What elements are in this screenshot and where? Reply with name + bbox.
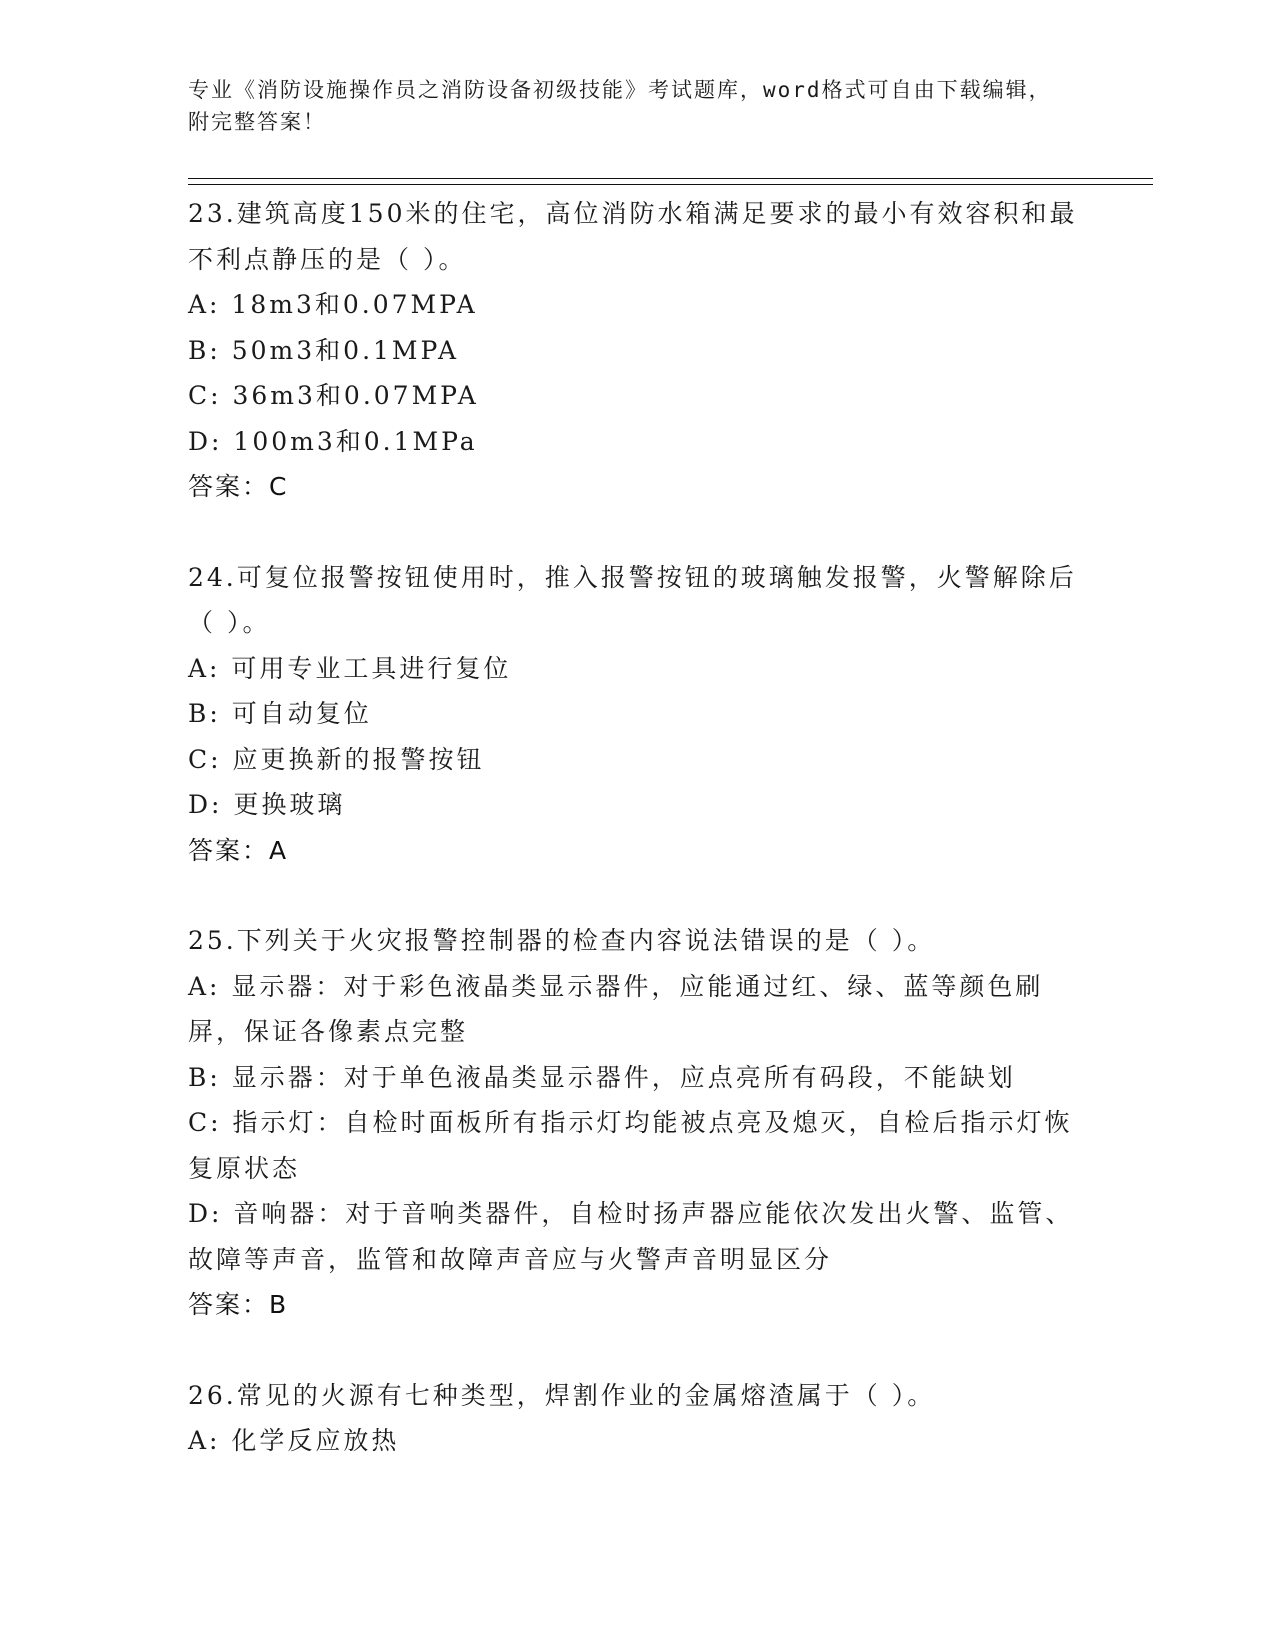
answer-label: 答案：C	[188, 472, 289, 501]
question-spacer	[188, 1328, 1088, 1373]
option-c: C: 应更换新的报警按钮	[188, 744, 485, 774]
header-divider-bottom	[188, 184, 1153, 185]
option-a: A: 可用专业工具进行复位	[188, 653, 512, 683]
answer-label: 答案：A	[188, 835, 289, 865]
option-d: D: 音响器：对于音响类器件，自检时扬声器应能依次发出火警、监管、故障等声音，监管和故障声音应与火警声音明显区分	[188, 1199, 1074, 1274]
question-spacer	[188, 510, 1088, 555]
option-b: B: 可自动复位	[188, 699, 372, 728]
option-b: B: 50m3和0.1MPA	[188, 335, 460, 365]
header-divider-top	[188, 178, 1153, 179]
document-header: 专业《消防设施操作员之消防设备初级技能》考试题库，word格式可自由下载编辑，附完整答案！	[188, 78, 1052, 134]
question-26	[188, 1373, 1088, 1464]
question-stem: 23.建筑高度150米的住宅，高位消防水箱满足要求的最小有效容积和最不利点静压的是（ ）。	[188, 199, 1078, 274]
option-d: D: 更换玻璃	[188, 790, 346, 819]
option-b: B: 显示器：对于单色液晶类显示器件，应点亮所有码段，不能缺划	[188, 1062, 1016, 1092]
option-c: C: 36m3和0.07MPA	[188, 381, 479, 410]
option-d: D: 100m3和0.1MPa	[188, 426, 478, 456]
option-a: A: 显示器：对于彩色液晶类显示器件，应能通过红、绿、蓝等颜色刷屏，保证各像素点完整	[188, 971, 1044, 1046]
question-25	[188, 918, 1088, 1328]
option-a: A: 化学反应放热	[188, 1426, 400, 1455]
question-23	[188, 191, 1088, 510]
option-a: A: 18m3和0.07MPA	[188, 290, 478, 319]
answer-label: 答案：B	[188, 1290, 289, 1319]
question-stem: 26.常见的火源有七种类型，焊割作业的金属熔渣属于（ ）。	[188, 1380, 936, 1410]
question-stem: 24.可复位报警按钮使用时，推入报警按钮的玻璃触发报警，火警解除后（ ）。	[188, 562, 1077, 637]
question-stem: 25.下列关于火灾报警控制器的检查内容说法错误的是（ ）。	[188, 926, 936, 955]
question-list	[188, 191, 1088, 1464]
option-c: C: 指示灯：自检时面板所有指示灯均能被点亮及熄灭，自检后指示灯恢复原状态	[188, 1108, 1073, 1183]
question-spacer	[188, 873, 1088, 918]
question-24	[188, 555, 1088, 874]
